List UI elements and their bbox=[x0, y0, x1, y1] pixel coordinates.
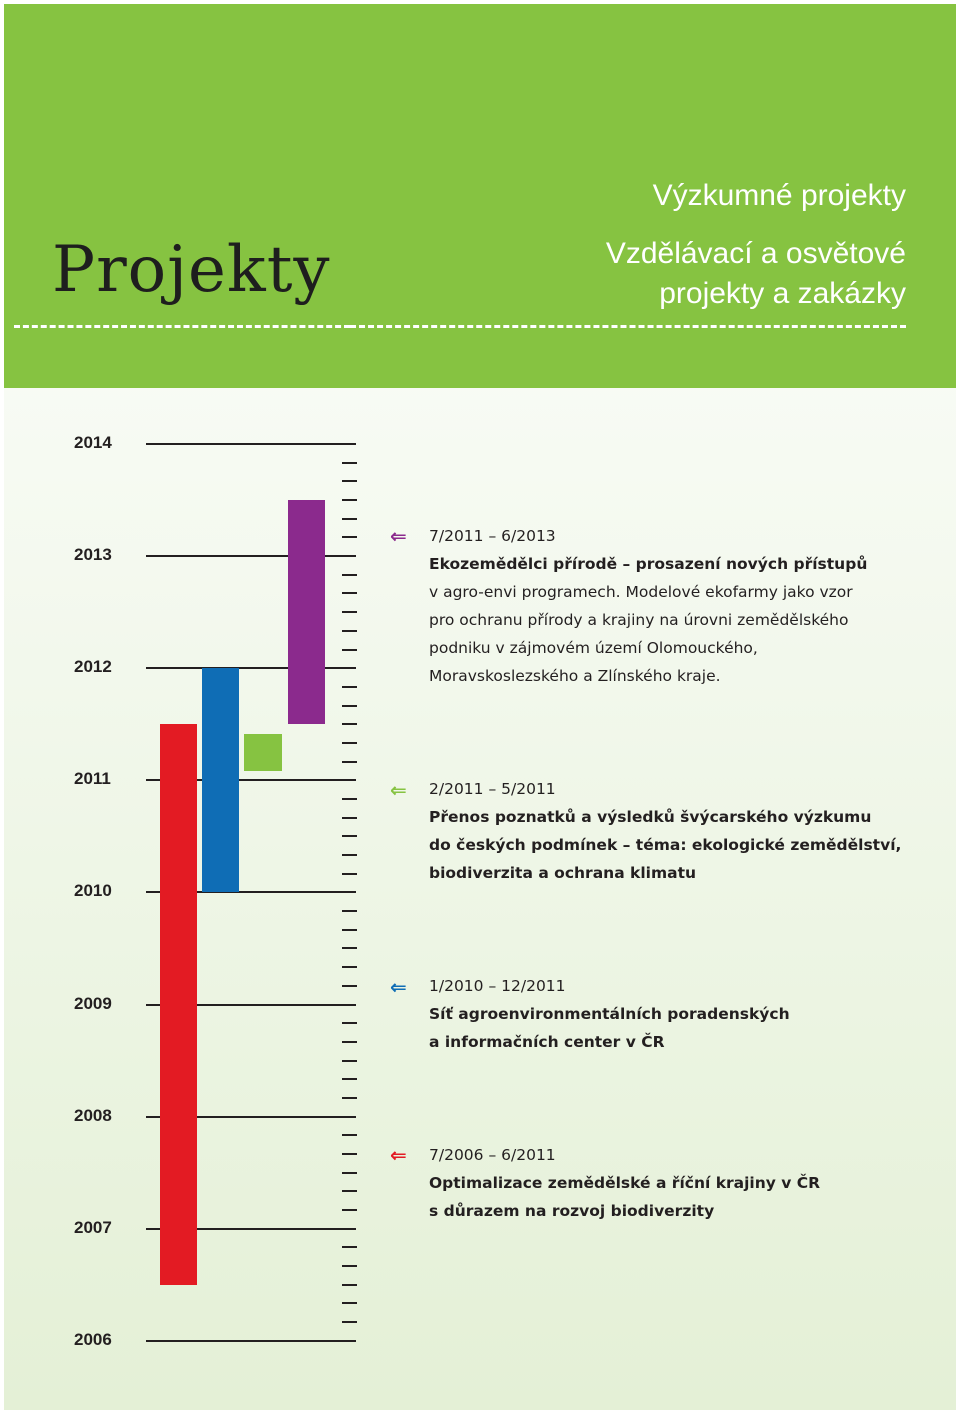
timeline-tick bbox=[342, 985, 357, 987]
timeline-tick bbox=[342, 929, 357, 931]
timeline-tick bbox=[342, 1321, 357, 1323]
timeline-tick bbox=[342, 499, 357, 501]
project-title-line: do českých podmínek – téma: ekologické zemědělství, bbox=[429, 836, 902, 854]
timeline-tick bbox=[342, 947, 357, 949]
timeline-tick bbox=[342, 1022, 357, 1024]
project-date: 7/2011 – 6/2013 bbox=[429, 527, 556, 545]
timeline-tick bbox=[342, 1284, 357, 1286]
bar-optimalizace bbox=[160, 724, 197, 1285]
timeline-tick bbox=[342, 817, 357, 819]
timeline-tick bbox=[342, 1246, 357, 1248]
timeline-tick bbox=[342, 1302, 357, 1304]
project-date: 7/2006 – 6/2011 bbox=[429, 1146, 556, 1164]
year-gridline-2014 bbox=[146, 443, 356, 445]
timeline-tick bbox=[342, 1041, 357, 1043]
year-label-2007: 2007 bbox=[74, 1217, 112, 1237]
education-label-line1: Vzdělávací a osvětové bbox=[605, 237, 906, 270]
bar-ekozemedelci bbox=[288, 500, 325, 724]
project-title-line: s důrazem na rozvoj biodiverzity bbox=[429, 1202, 715, 1220]
timeline-tick bbox=[342, 1190, 357, 1192]
education-projects-label bbox=[606, 234, 906, 314]
year-gridline-2006 bbox=[146, 1340, 356, 1342]
project-sit-center bbox=[429, 972, 790, 1056]
research-projects-label: Výzkumné projekty bbox=[652, 179, 906, 212]
year-label-2006: 2006 bbox=[74, 1329, 112, 1349]
arrow-icon-blue: ⇐ bbox=[390, 975, 407, 999]
project-date: 2/2011 – 5/2011 bbox=[429, 780, 556, 798]
project-title-line: Přenos poznatků a výsledků švýcarského výzkumu bbox=[429, 808, 872, 826]
timeline-tick bbox=[342, 1265, 357, 1267]
timeline-tick bbox=[342, 518, 357, 520]
timeline-tick bbox=[342, 630, 357, 632]
arrow-icon-purple: ⇐ bbox=[390, 524, 407, 548]
timeline-tick bbox=[342, 536, 357, 538]
bar-prenos-poznatku bbox=[244, 734, 282, 771]
timeline-tick bbox=[342, 1134, 357, 1136]
timeline-tick bbox=[342, 1153, 357, 1155]
dashed-divider-right bbox=[350, 325, 906, 328]
year-label-2010: 2010 bbox=[74, 881, 112, 901]
project-title-line: Optimalizace zemědělské a říční krajiny v ČR bbox=[429, 1174, 821, 1192]
timeline-tick bbox=[342, 686, 357, 688]
project-ekozemedelci bbox=[429, 522, 867, 690]
timeline-tick bbox=[342, 462, 357, 464]
timeline-tick bbox=[342, 1097, 357, 1099]
education-label-line2: projekty a zakázky bbox=[659, 277, 906, 310]
year-label-2012: 2012 bbox=[74, 657, 112, 677]
project-title-line: Síť agroenvironmentálních poradenských bbox=[429, 1005, 790, 1023]
timeline-tick bbox=[342, 1172, 357, 1174]
timeline-tick bbox=[342, 854, 357, 856]
project-prenos-poznatku bbox=[429, 775, 901, 887]
bar-sit-center bbox=[202, 668, 239, 892]
year-label-2013: 2013 bbox=[74, 545, 112, 565]
dashed-divider-left bbox=[14, 325, 350, 328]
timeline-tick bbox=[342, 480, 357, 482]
timeline-tick bbox=[342, 835, 357, 837]
timeline-tick bbox=[342, 574, 357, 576]
timeline-tick bbox=[342, 592, 357, 594]
timeline-tick bbox=[342, 742, 357, 744]
timeline-tick bbox=[342, 966, 357, 968]
project-title-line: a informačních center v ČR bbox=[429, 1033, 665, 1051]
year-label-2011: 2011 bbox=[74, 769, 111, 789]
project-desc-line: Moravskoslezského a Zlínského kraje. bbox=[429, 667, 721, 685]
year-label-2008: 2008 bbox=[74, 1105, 112, 1125]
arrow-icon-red: ⇐ bbox=[390, 1143, 407, 1167]
project-desc-line: podniku v zájmovém území Olomouckého, bbox=[429, 639, 758, 657]
timeline-tick bbox=[342, 723, 357, 725]
project-title: Ekozemědělci přírodě – prosazení nových přístupů bbox=[429, 555, 868, 573]
timeline-tick bbox=[342, 1078, 357, 1080]
year-label-2009: 2009 bbox=[74, 993, 112, 1013]
timeline-tick bbox=[342, 910, 357, 912]
project-title-line: biodiverzita a ochrana klimatu bbox=[429, 864, 697, 882]
timeline-tick bbox=[342, 649, 357, 651]
project-date: 1/2010 – 12/2011 bbox=[429, 977, 566, 995]
arrow-icon-green: ⇐ bbox=[390, 778, 407, 802]
project-optimalizace bbox=[429, 1141, 820, 1225]
year-label-2014: 2014 bbox=[74, 433, 112, 452]
timeline-tick bbox=[342, 761, 357, 763]
timeline-tick bbox=[342, 1060, 357, 1062]
timeline-tick bbox=[342, 873, 357, 875]
timeline-tick bbox=[342, 798, 357, 800]
page-title: Projekty bbox=[52, 233, 331, 307]
timeline-tick bbox=[342, 1209, 357, 1211]
project-desc-line: v agro-envi programech. Modelové ekofarmy jako vzor bbox=[429, 583, 853, 601]
timeline-tick bbox=[342, 705, 357, 707]
project-desc-line: pro ochranu přírody a krajiny na úrovni zemědělského bbox=[429, 611, 849, 629]
timeline-tick bbox=[342, 611, 357, 613]
